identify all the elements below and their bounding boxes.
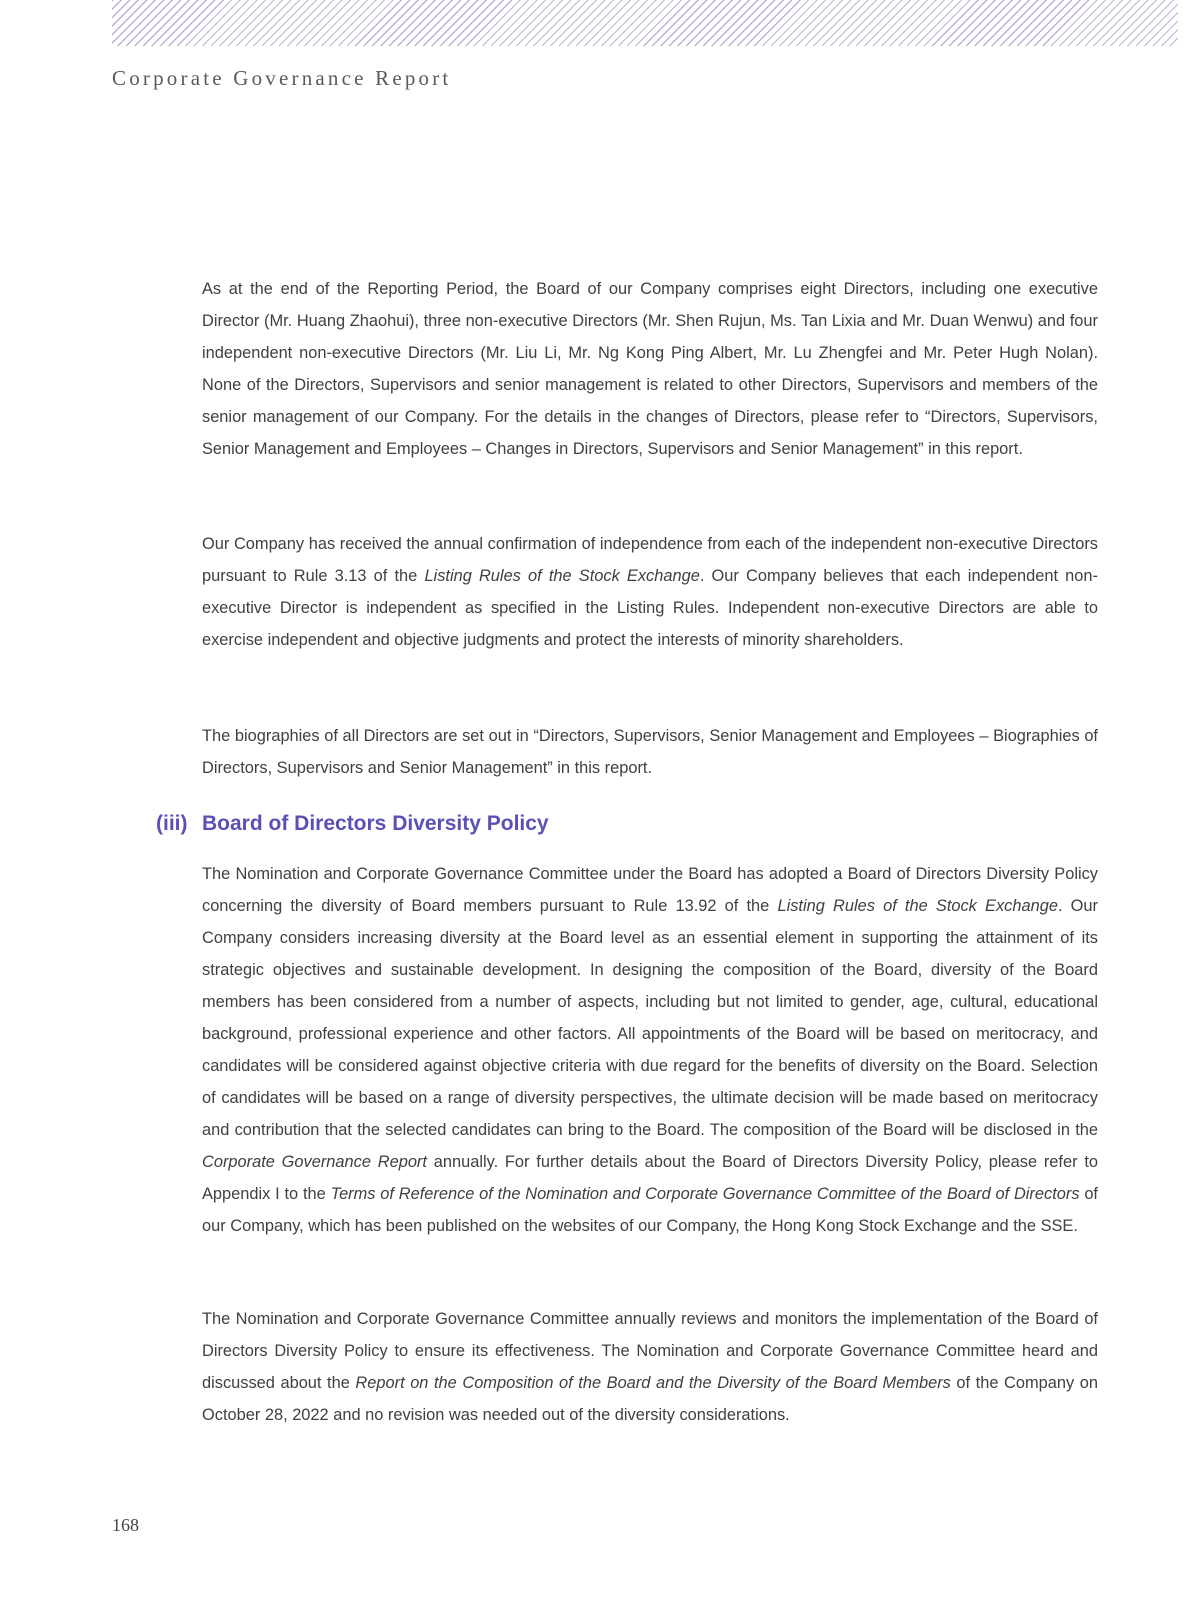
- paragraph-biographies: [202, 720, 1098, 784]
- paragraph-independence: [202, 528, 1098, 656]
- paragraph-diversity-policy: [202, 858, 1098, 1242]
- paragraph-text: [202, 858, 1098, 1242]
- section-title: Board of Directors Diversity Policy: [202, 812, 549, 835]
- paragraph-board-composition: [202, 273, 1098, 465]
- text-run: The Nomination and Corporate Governance Committee under the Board has adopted a Board of Directors Diversity Policy concerning the diversity of Board members pursuant to Rule 13.92 of the: [202, 865, 1098, 915]
- paragraph-text: [202, 1303, 1098, 1431]
- italic-title: Report on the Composition of the Board and the Diversity of the Board Members: [355, 1374, 951, 1392]
- section-heading: [156, 812, 549, 836]
- text-run: The Nomination and Corporate Governance Committee annually reviews and monitors the implementation of the Board of Directors Diversity Policy to ensure its effectiveness. The Nomination and Corporate Governance Committee heard and discussed about the: [202, 1310, 1098, 1392]
- italic-title: Terms of Reference of the Nomination and Corporate Governance Committee of the Board of Directors: [330, 1185, 1080, 1203]
- paragraph-text: As at the end of the Reporting Period, the Board of our Company comprises eight Directors, including one executive Director (Mr. Huang Zhaohui), three non-executive Directors (Mr. Shen Rujun, Ms. Tan Lixia and Mr. Duan Wenwu) and four independent non-executive Directors (Mr. Liu Li, Mr. Ng Kong Ping Albert, Mr. Lu Zhengfei and Mr. Peter Hugh Nolan). None of the Directors, Supervisors and senior management is related to other Directors, Supervisors and members of the senior management of our Company. For the details in the changes of Directors, please refer to “Directors, Supervisors, Senior Management and Employees – Changes in Directors, Supervisors and Senior Management” in this report.: [202, 280, 1098, 458]
- text-run: . Our Company considers increasing diversity at the Board level as an essential element in supporting the attainment of its strategic objectives and sustainable development. In designing the composition of the Board, diversity of the Board members has been considered from a number of aspects, including but not limited to gender, age, cultural, educational background, professional experience and other factors. All appointments of the Board will be based on meritocracy, and candidates will be considered against objective criteria with due regard for the benefits of diversity on the Board. Selection of candidates will be based on a range of diversity perspectives, the ultimate decision will be made based on meritocracy and contribution that the selected candidates can bring to the Board. The composition of the Board will be disclosed in the: [202, 897, 1098, 1139]
- text-run: of our Company, which has been published on the websites of our Company, the Hong Kong Stock Exchange and the SSE.: [202, 1185, 1098, 1235]
- italic-title: Corporate Governance Report: [202, 1153, 427, 1171]
- paragraph-policy-review: [202, 1303, 1098, 1431]
- section-number: (iii): [156, 812, 188, 835]
- text-run: annually. For further details about the Board of Directors Diversity Policy, please refer to Appendix I to the: [202, 1153, 1099, 1203]
- header-hatch-band: [112, 0, 1178, 46]
- text-run: of the Company on October 28, 2022 and no revision was needed out of the diversity considerations.: [202, 1374, 1098, 1424]
- running-title: Corporate Governance Report: [112, 66, 452, 90]
- italic-title: Listing Rules of the Stock Exchange: [777, 897, 1058, 915]
- italic-title: Listing Rules of the Stock Exchange: [424, 567, 700, 585]
- text-run: . Our Company believes that each independent non-executive Director is independent as specified in the Listing Rules. Independent non-executive Directors are able to exercise independent and objective judgments and protect the interests of minority shareholders.: [202, 567, 1098, 649]
- text-run: Our Company has received the annual confirmation of independence from each of the independent non-executive Directors pursuant to Rule 3.13 of the: [202, 535, 1098, 585]
- paragraph-text: The biographies of all Directors are set out in “Directors, Supervisors, Senior Management and Employees – Biographies of Directors, Supervisors and Senior Management” in this report.: [202, 727, 1098, 777]
- paragraph-text: [202, 528, 1098, 656]
- page-number: 168: [112, 1515, 139, 1535]
